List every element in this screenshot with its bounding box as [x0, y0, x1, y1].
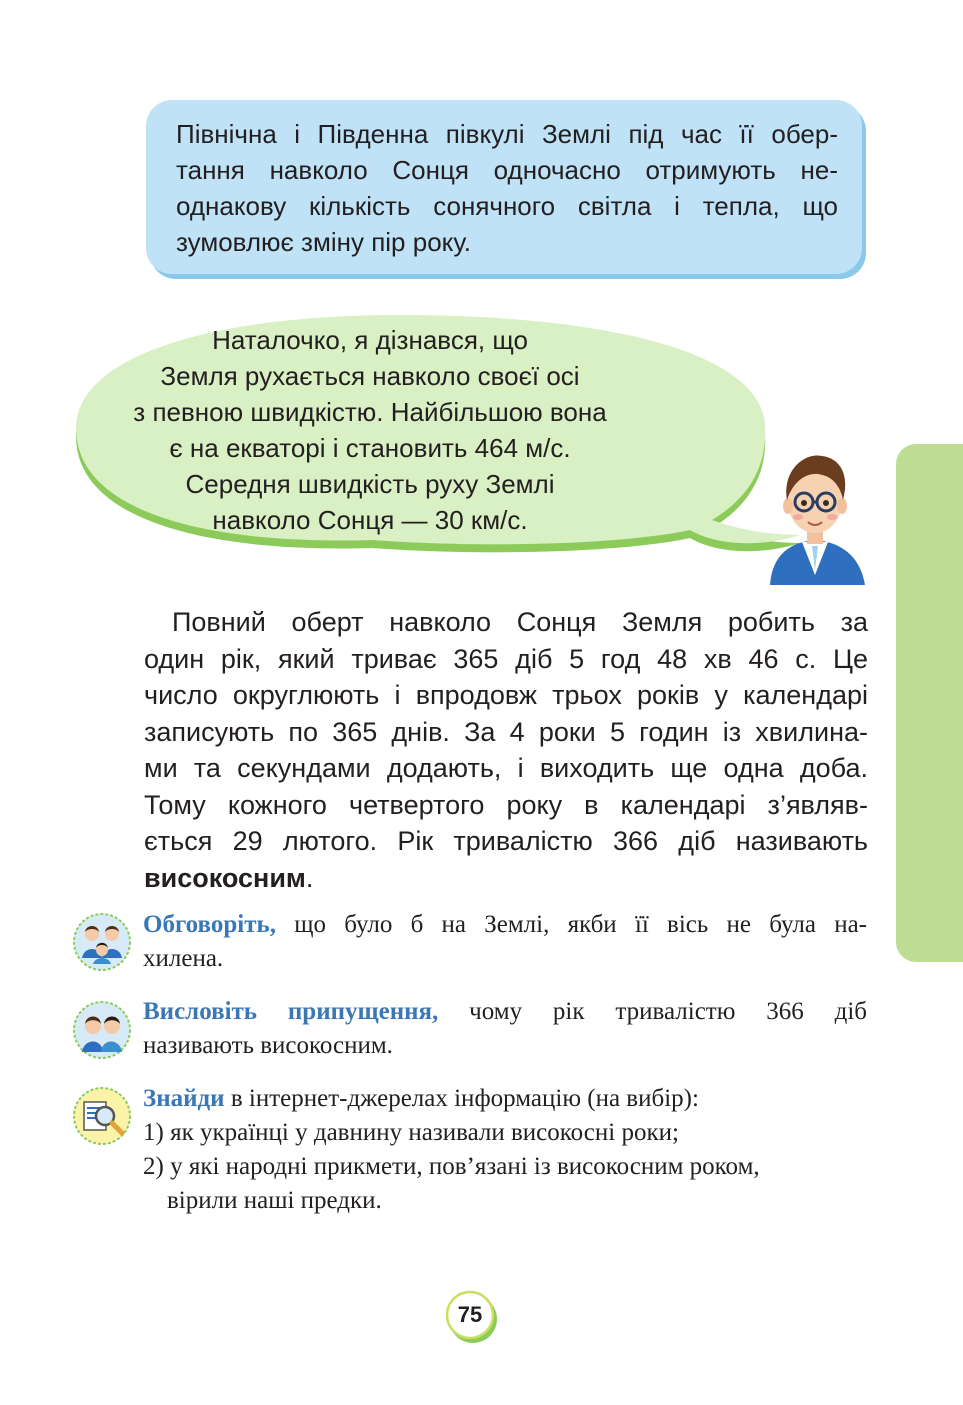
bubble-line: навколо Сонця — 30 км/с. — [212, 505, 528, 535]
task-list-item-continued: вірили наші предки. — [167, 1187, 382, 1214]
paragraph-line-last — [144, 860, 868, 897]
task-keyword: Знайди — [143, 1085, 225, 1112]
task-text: що було б на Землі, якби її вісь не була на- — [275, 911, 867, 938]
bubble-line: є на екваторі і становить 464 м/с. — [169, 433, 571, 463]
main-paragraph — [144, 604, 868, 896]
paragraph-line: Тому кожного четвертого року в календарі з’являв- — [144, 789, 868, 820]
task-line: називають високосним. — [143, 1032, 393, 1059]
task-find — [143, 1082, 867, 1218]
info-line: тання навколо Сонця одночасно отримують не- — [176, 155, 838, 185]
side-tab — [896, 444, 963, 962]
task-keyword: Висловіть припущення, — [143, 998, 439, 1025]
task-list-item: 1) як українці у давнину називали високосні роки; — [143, 1119, 679, 1146]
task-line — [143, 995, 867, 1029]
task-hypothesis — [143, 995, 867, 1063]
boy-illustration — [760, 440, 870, 585]
paragraph-line: записують по 365 днів. За 4 роки 5 годин із хвилина- — [144, 716, 868, 747]
info-line: зумовлює зміну пір року. — [176, 227, 471, 257]
bubble-line: Середня швидкість руху Землі — [185, 469, 555, 499]
search-document-icon — [72, 1086, 132, 1146]
task-list-item: 2) у які народні прикмети, пов’язані із високосним роком, — [143, 1153, 760, 1180]
paragraph-line: Повний оберт навколо Сонця Земля робить за — [172, 607, 868, 637]
paragraph-line: один рік, який триває 365 діб 5 год 48 хв 46 с. Це — [144, 643, 868, 674]
paragraph-line: ми та секундами додають, і виходить ще одна доба. — [144, 753, 868, 783]
group-discuss-icon — [72, 912, 132, 972]
task-discuss — [143, 908, 867, 976]
term-leap-year: високосним — [144, 862, 306, 893]
task-line — [143, 1082, 867, 1116]
info-line: однакову кількість сонячного світла і тепла, що — [176, 191, 838, 221]
page-number: 75 — [457, 1302, 483, 1327]
paragraph-line: число округлюють і впродовж трьох років у календарі — [144, 680, 868, 710]
task-keyword: Обговоріть, — [143, 911, 276, 938]
task-line — [143, 908, 867, 942]
bubble-line: Наталочко, я дізнався, що — [212, 325, 528, 355]
task-text: чому рік тривалістю 366 діб — [438, 998, 867, 1025]
bubble-line: Земля рухається навколо своєї осі — [160, 361, 580, 391]
task-text: в інтернет-джерелах інформацію (на вибір): — [224, 1085, 699, 1112]
pair-discuss-icon — [72, 1000, 132, 1060]
bubble-line: з певною швидкістю. Найбільшою вона — [133, 397, 607, 427]
info-line: Північна і Південна півкулі Землі під час її обер- — [176, 119, 838, 149]
task-line: хилена. — [143, 945, 224, 972]
paragraph-line: ється 29 лютого. Рік тривалістю 366 діб називають — [144, 826, 868, 856]
speech-bubble-text — [120, 322, 620, 538]
period: . — [305, 862, 314, 893]
